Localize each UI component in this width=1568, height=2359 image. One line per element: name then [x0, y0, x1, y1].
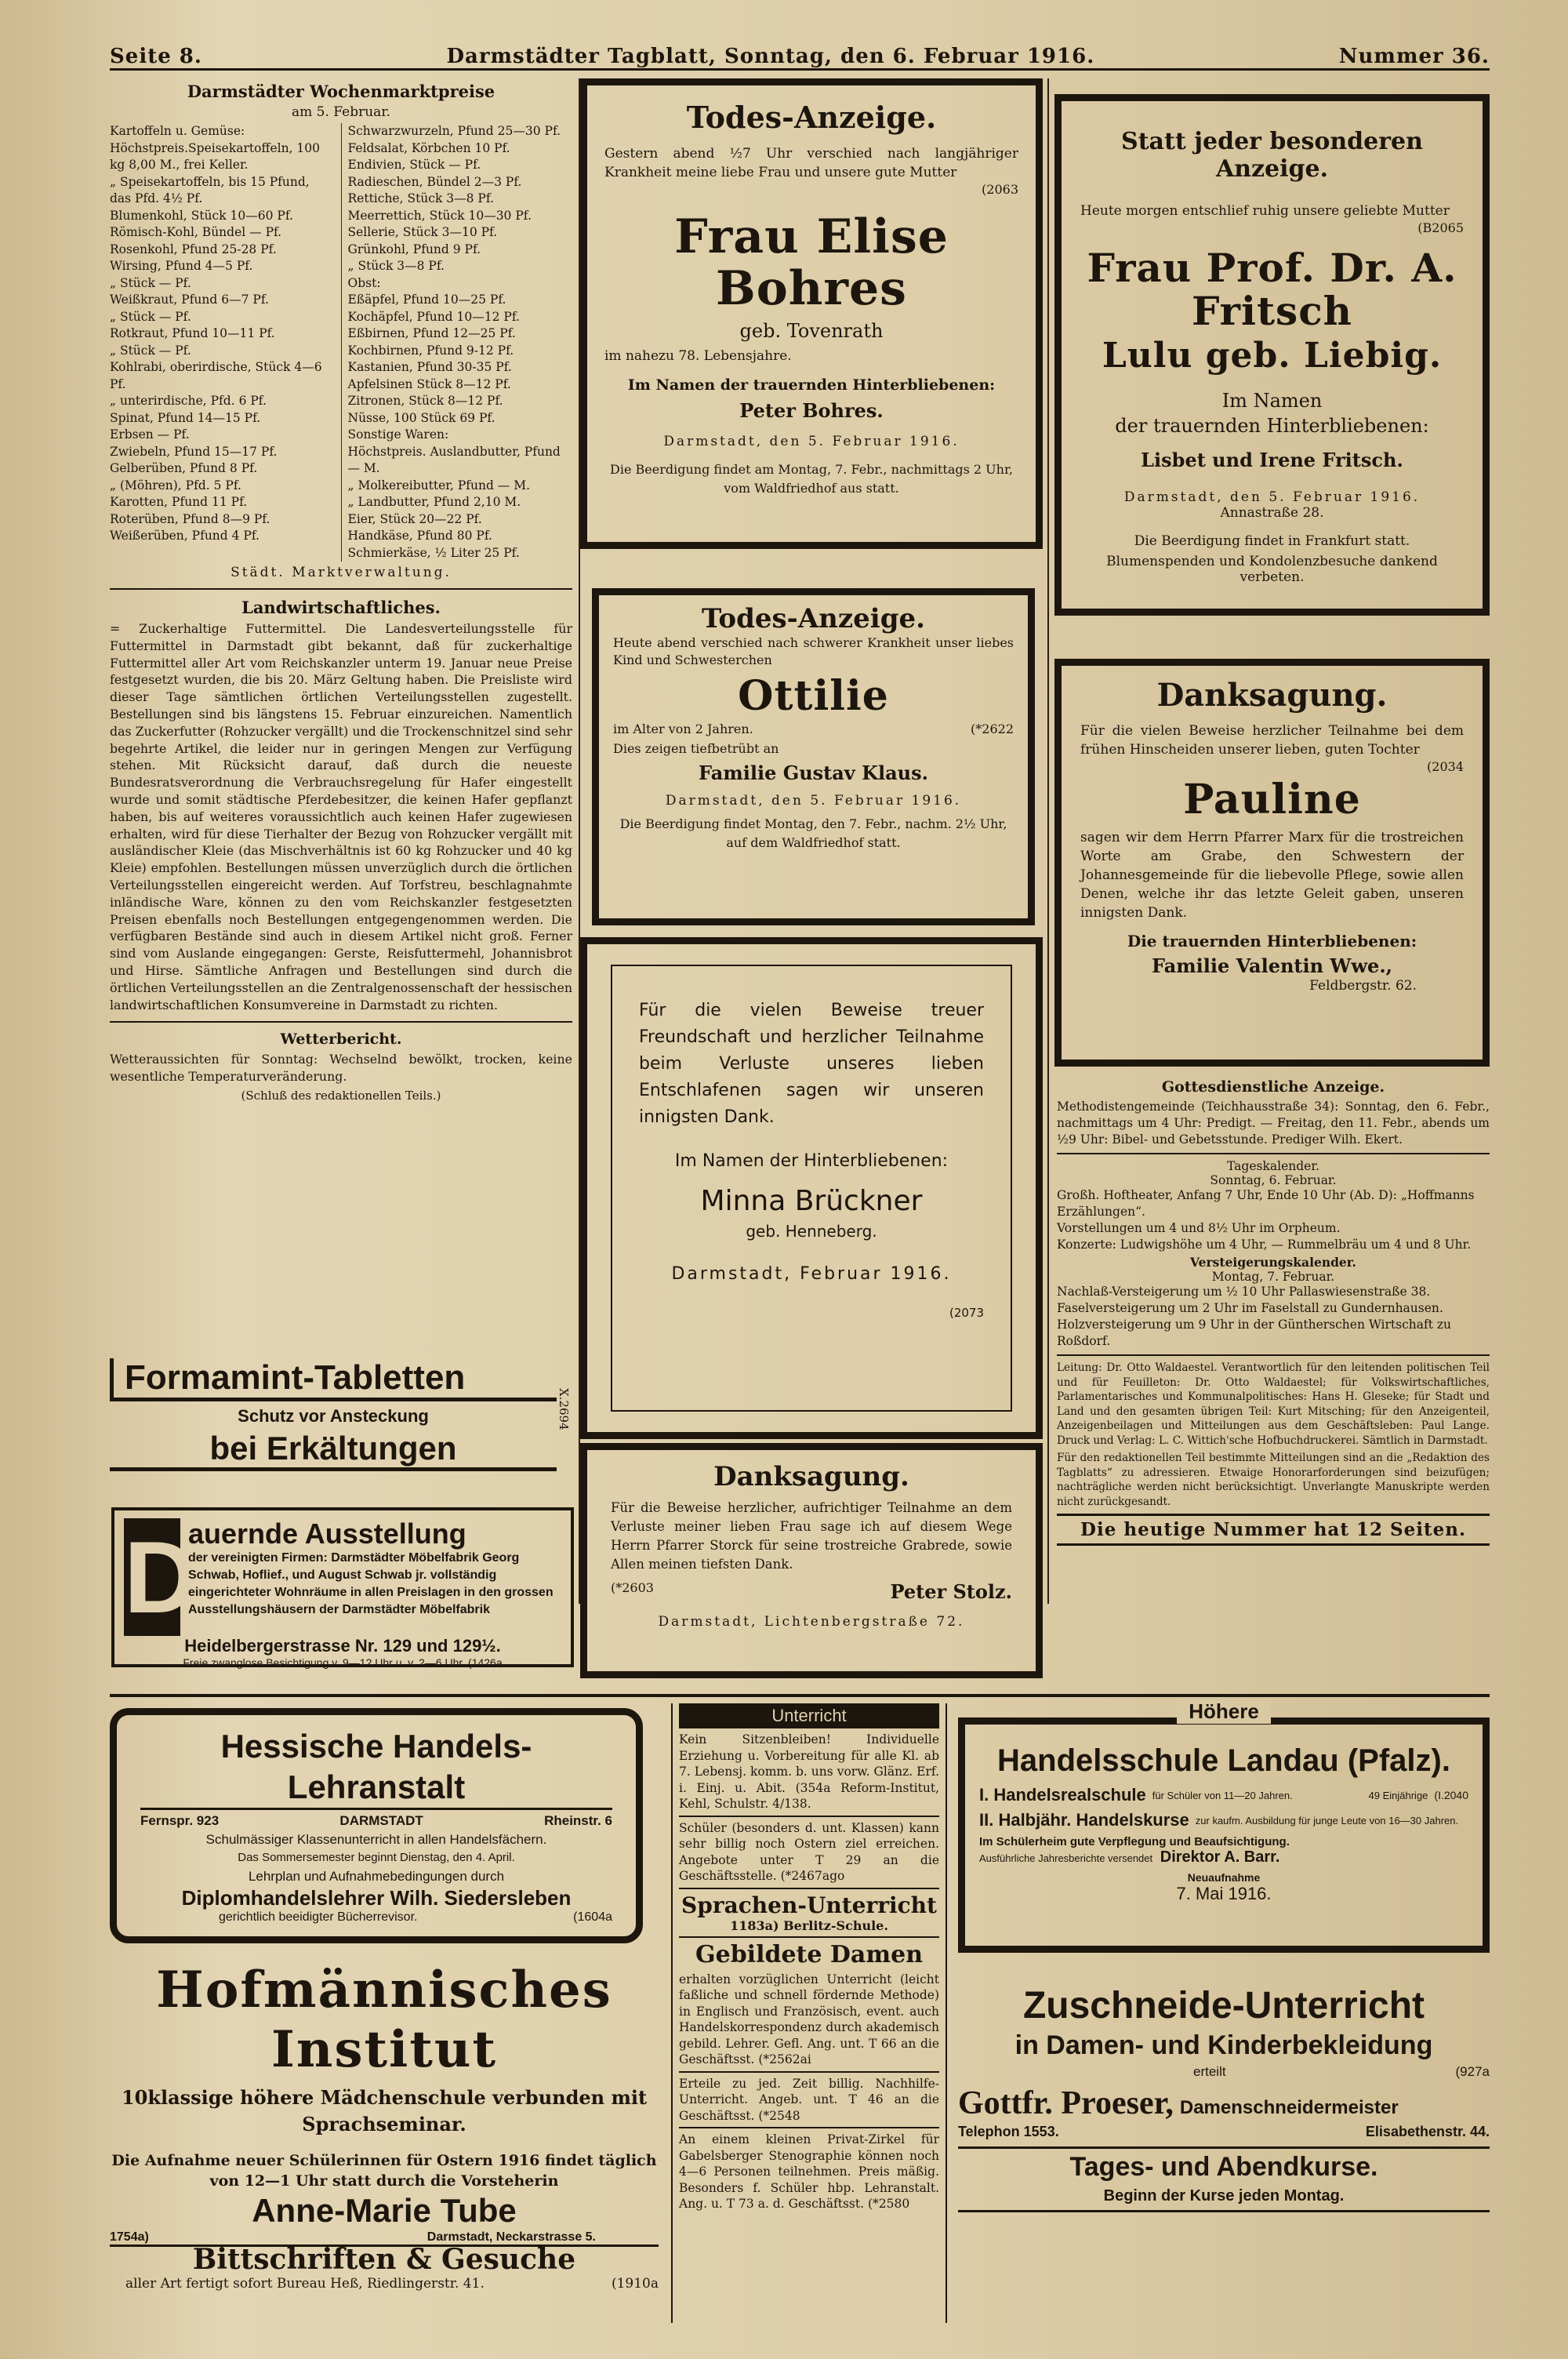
divider — [1057, 1354, 1490, 1356]
divider — [110, 588, 572, 590]
ottilie-name: Ottilie — [738, 672, 889, 720]
stolz-place: Darmstadt, Lichtenbergstraße 72. — [658, 1614, 965, 1630]
list-item: Kochäpfel, Pfund 10—12 Pf. — [347, 309, 520, 324]
list-item: Faselversteigerung um 2 Uhr im Faselstall zu Gundernhausen. — [1057, 1301, 1443, 1315]
divider — [110, 1021, 572, 1023]
kalender-list — [1057, 1187, 1490, 1253]
list-item: Blumenkohl, Stück 10—60 Pf. — [110, 208, 293, 223]
bohres-lead: Gestern abend ½7 Uhr verschied nach langjähriger Krankheit meine liebe Frau und unsere gute Mutter — [604, 146, 1018, 180]
pauline-street: Feldbergstr. 62. — [1309, 978, 1417, 994]
bohres-burial: Die Beerdigung findet am Montag, 7. Febr., nachmittags 2 Uhr, vom Waldfriedhof aus statt. — [610, 462, 1013, 496]
list-item: Wirsing, Pfund 4—5 Pf. — [110, 259, 253, 273]
bohres-mourn: Im Namen der trauernden Hinterbliebenen: — [627, 376, 996, 394]
zuschneide-ad — [958, 1984, 1490, 2314]
bittschriften-ad — [110, 2243, 659, 2306]
list-item: Erbsen — Pf. — [110, 427, 190, 442]
pauline-text: sagen wir dem Herrn Pfarrer Marx für die trostreichen Worte am Grabe, den Schwestern der Johannesgemeinde für die liebevolle Pflege, sowie allen Denen, welche ihr das letzte Geleit gaben, unseren innigsten Dank. — [1080, 830, 1464, 921]
zuschneide-courses: Tages- und Abendkurse. — [958, 2146, 1490, 2183]
ausstellung-address: Heidelbergerstrasse Nr. 129 und 129½. — [184, 1636, 501, 1656]
bittschriften-code: (1910a — [611, 2276, 659, 2292]
list-item: Spinat, Pfund 14—15 Pf. — [110, 410, 261, 425]
hofmann-code: 1754a) — [110, 2230, 149, 2244]
fritsch-notice — [1054, 94, 1490, 616]
ausstellung-initial: D — [124, 1520, 198, 1634]
hessische-l1: Schulmässiger Klassenunterricht in allen Handelsfächern. — [205, 1832, 547, 1847]
list-item: Obst: — [347, 275, 381, 290]
divider — [679, 2071, 939, 2073]
list-item: „ Stück 3—8 Pf. — [347, 259, 445, 273]
formamint-slogan: Schutz vor Ansteckung — [238, 1406, 429, 1426]
bohres-code: (2063 — [982, 182, 1018, 197]
fritsch-place: Darmstadt, den 5. Februar 1916. — [1123, 489, 1421, 505]
stolz-signer: Peter Stolz. — [890, 1580, 1012, 1603]
fritsch-mourn2: der trauernden Hinterbliebenen: — [1115, 414, 1429, 437]
divider — [679, 1888, 939, 1889]
hessische-code: (1604a — [573, 1910, 612, 1924]
gottesdienst-text: Methodistengemeinde (Teichhausstraße 34): Sonntag, den 6. Febr., nachmittags um 4 Uhr: Predigt. — Freitag, den 11. Febr., abends um ½9 Uhr: Bibel- und Gebetsstunde. Prediger Wilh. Ekert. — [1057, 1100, 1490, 1147]
list-item: Apfelsinen Stück 8—12 Pf. — [347, 376, 511, 391]
hofmann-address: Darmstadt, Neckarstrasse 5. — [426, 2230, 596, 2244]
divider — [679, 1816, 939, 1817]
list-item: Gelberüben, Pfund 8 Pf. — [110, 461, 258, 475]
list-item: Endivien, Stück — Pf. — [347, 158, 481, 172]
stolz-notice — [580, 1443, 1043, 1678]
pauline-notice — [1054, 659, 1490, 1067]
left-column — [110, 78, 572, 1103]
list-item: Eßbirnen, Pfund 12—25 Pf. — [347, 326, 516, 340]
hessische-title: Hessische Handels-Lehranstalt — [140, 1726, 612, 1810]
list-item: Handkäse, Pfund 80 Pf. — [347, 529, 492, 543]
bittschriften-text: aller Art fertigt sofort Bureau Heß, Riedlingerstr. 41. — [125, 2276, 485, 2292]
list-item: Schmierkäse, ½ Liter 25 Pf. — [347, 545, 520, 560]
pauline-title: Danksagung. — [1156, 677, 1388, 714]
landau-date: 7. Mai 1916. — [1176, 1884, 1272, 1903]
zuschneide-phone: Telephon 1553. — [958, 2124, 1059, 2139]
list-item: Roterüben, Pfund 8—9 Pf. — [110, 511, 270, 526]
zuschneide-name-row — [958, 2085, 1490, 2122]
list-item: Sellerie, Stück 3—10 Pf. — [347, 225, 498, 239]
brueckner-place: Darmstadt, Februar 1916. — [671, 1264, 952, 1284]
list-item: „ Stück — Pf. — [110, 275, 191, 290]
unterricht-a4: erhalten vorzüglichen Unterricht (leicht faßliche und schnell fördernde Methode) in Englisch und Französisch, event. auch Handelskorrespondenz durch akademisch gebild. Lehrer. Gefl. Ang. unt. T 66 an die Geschäftsst. (*2562ai — [679, 1972, 939, 2066]
pauline-code: (2034 — [1427, 759, 1464, 774]
fritsch-street: Annastraße 28. — [1220, 504, 1324, 521]
pauline-mourn: Die trauernden Hinterbliebenen: — [1127, 932, 1417, 951]
list-item: „ unterirdische, Pfd. 6 Pf. — [110, 394, 267, 408]
editorial-end: (Schluß des redaktionellen Teils.) — [241, 1088, 441, 1103]
hessische-foot — [140, 1910, 612, 1925]
market-title: Darmstädter Wochenmarktpreise — [187, 82, 495, 101]
hessische-city: DARMSTADT — [339, 1813, 423, 1828]
list-item: Radieschen, Bündel 2—3 Pf. — [347, 174, 522, 189]
unterricht-header: Unterricht — [679, 1703, 939, 1728]
versteigerung-title: Versteigerungskalender. — [1190, 1255, 1356, 1270]
list-item: „ (Möhren), Pfd. 5 Pf. — [110, 478, 241, 493]
fritsch-burial: Die Beerdigung findet in Frankfurt statt. — [1134, 533, 1410, 549]
list-item: Rettiche, Stück 3—8 Pf. — [347, 191, 494, 205]
hessische-l2: Das Sommersemester beginnt Dienstag, den 4. April. — [238, 1851, 515, 1864]
ottilie-signer: Familie Gustav Klaus. — [699, 761, 928, 785]
zuschneide-street: Elisabethenstr. 44. — [1365, 2124, 1490, 2139]
list-item: Zwiebeln, Pfund 15—17 Pf. — [110, 444, 278, 459]
list-item: Kastanien, Pfund 30-35 Pf. — [347, 360, 512, 374]
unterricht-a3-title: Sprachen-Unterricht — [681, 1892, 937, 1918]
ausstellung-text: der vereinigten Firmen: Darmstädter Möbelfabrik Georg Schwab, Hoflief., und August Schwab jr. vollständig eingerichteter Wohnräume in allen Preislagen in den grossen Ausstellungshäusern der Darmstädter Möbelfabrik — [188, 1551, 554, 1616]
list-item: Eier, Stück 20—22 Pf. — [347, 511, 482, 526]
hofmann-l1: 10klassige höhere Mädchenschule verbunden mit Sprachseminar. — [121, 2086, 648, 2135]
zuschneide-code: (927a — [1455, 2064, 1490, 2079]
fritsch-name: Frau Prof. Dr. A. Fritsch — [1087, 245, 1457, 334]
unterricht-column — [671, 1703, 947, 2323]
brueckner-notice — [580, 937, 1043, 1439]
list-item: Kartoffeln u. Gemüse: — [110, 124, 245, 138]
brueckner-born: geb. Henneberg. — [746, 1222, 877, 1241]
market-date: am 5. Februar. — [292, 104, 390, 120]
list-item: Konzerte: Ludwigshöhe um 4 Uhr, — Rummelbräu um 4 und 8 Uhr. — [1057, 1238, 1472, 1252]
unterricht-a6: An einem kleinen Privat-Zirkel für Gabelsberger Stenographie können noch 4—6 Personen teilnehmen. Preis mäßig. Besonders f. Schüler hbp. Lehranstalt. Ang. u. T 73 a. d. Geschäftsst. (*2580 — [679, 2132, 939, 2211]
ottilie-lead: Heute abend verschied nach schwerer Krankheit unser liebes Kind und Schwesterchen — [613, 635, 1014, 667]
landau-c1e: (I.2040 — [1434, 1789, 1468, 1801]
versteigerung-list — [1057, 1284, 1490, 1350]
weather-text: Wetteraussichten für Sonntag: Wechselnd bewölkt, trocken, keine wesentliche Temperaturveränderung. — [110, 1052, 572, 1085]
list-item: Großh. Hoftheater, Anfang 7 Uhr, Ende 10 Uhr (Ab. D): „Hoffmanns Erzählungen“. — [1057, 1188, 1475, 1219]
list-item: Schwarzwurzeln, Pfund 25—30 Pf. — [347, 124, 561, 138]
market-prices — [110, 123, 572, 562]
hessische-l4: gerichtlich beeidigter Bücherrevisor. — [219, 1910, 418, 1924]
list-item: Karotten, Pfund 11 Pf. — [110, 495, 248, 509]
impressum-note: Für den redaktionellen Teil bestimmte Mitteilungen sind an die „Redaktion des Tagblatts“ zu adressieren. Etwaige Honorarforderungen sind beizufügen; nachträgliche werden nicht berücksichtigt. Unverlangte Manuskripte werden nicht zurückgesandt. — [1057, 1452, 1490, 1508]
landau-c1: I. Handelsrealschule — [979, 1785, 1146, 1805]
hessische-street: Rheinstr. 6 — [544, 1813, 612, 1828]
divider — [679, 1936, 939, 1938]
pauline-lead: Für die vielen Beweise herzlicher Teilnahme bei dem frühen Hinscheiden unserer lieben, guten Tochter — [1080, 723, 1464, 758]
market-footer: Städt. Marktverwaltung. — [230, 565, 452, 580]
hessische-director: Diplomhandelslehrer Wilh. Siedersleben — [181, 1886, 572, 1910]
stolz-text: Für die Beweise herzlicher, aufrichtiger Teilnahme an dem Verluste meiner lieben Frau sage ich auf diesem Wege Herrn Pfarrer Storck für seine trostreiche Grabrede, sowie Allen meinen tiefsten Dank. — [611, 1500, 1012, 1572]
ottilie-title: Todes-Anzeige. — [702, 603, 925, 634]
landau-title: Handelsschule Landau (Pfalz). — [997, 1743, 1450, 1778]
fritsch-born: Lulu geb. Liebig. — [1102, 336, 1443, 376]
agri-title: Landwirtschaftliches. — [241, 598, 441, 617]
list-item: Vorstellungen um 4 und 8½ Uhr im Orpheum. — [1057, 1221, 1341, 1235]
list-item: Nüsse, 100 Stück 69 Pf. — [347, 410, 495, 425]
list-item: Kochbirnen, Pfund 9-12 Pf. — [347, 343, 514, 358]
landau-c2: II. Halbjähr. Handelskurse — [979, 1810, 1189, 1830]
list-item: Höchstpreis. Auslandbutter, Pfund — M. — [347, 444, 561, 475]
unterricht-a3: 1183a) Berlitz-Schule. — [730, 1917, 888, 1933]
paper-title: Darmstädter Tagblatt, Sonntag, den 6. Februar 1916. — [446, 45, 1095, 68]
fritsch-title: Statt jeder besonderen Anzeige. — [1121, 128, 1423, 183]
landau-tag: Höhere — [1177, 1699, 1271, 1724]
list-item: Kohlrabi, oberirdische, Stück 4—6 Pf. — [110, 360, 322, 391]
list-item: Weißkraut, Pfund 6—7 Pf. — [110, 293, 269, 307]
list-item: Eßäpfel, Pfund 10—25 Pf. — [347, 293, 506, 307]
landau-l2-row — [979, 1848, 1468, 1866]
list-item: „ Landbutter, Pfund 2,10 M. — [347, 495, 521, 509]
zuschneide-start: Beginn der Kurse jeden Montag. — [958, 2187, 1490, 2212]
list-item: „ Molkereibutter, Pfund — M. — [347, 478, 531, 493]
zuschneide-job: Damenschneidermeister — [1179, 2097, 1399, 2118]
page-number: Seite 8. — [110, 45, 202, 68]
versteigerung-date: Montag, 7. Februar. — [1211, 1270, 1335, 1284]
list-item: Meerrettich, Stück 10—30 Pf. — [347, 208, 532, 223]
gottesdienst-title: Gottesdienstliche Anzeige. — [1161, 1078, 1385, 1096]
unterricht-a4-title: Gebildete Damen — [695, 1940, 924, 1968]
landau-course-2 — [979, 1810, 1468, 1830]
stolz-sign-row — [611, 1580, 1012, 1603]
bittschriften-title: Bittschriften & Gesuche — [192, 2243, 576, 2276]
divider — [1057, 1153, 1490, 1154]
landau-c2d: zur kaufm. Ausbildung für junge Leute von 16—30 Jahren. — [1195, 1814, 1459, 1826]
landau-l2: Ausführliche Jahresberichte versendet — [979, 1852, 1153, 1864]
zuschneide-sub: in Damen- und Kinderbekleidung — [1014, 2030, 1433, 2060]
bohres-signer: Peter Bohres. — [739, 399, 884, 423]
issue-number: Nummer 36. — [1338, 45, 1490, 68]
unterricht-a2: Schüler (besonders d. unt. Klassen) kann sehr billig noch Ostern ziel erreichen. Angebote unter T 29 an die Geschäftsstelle. (*2467ago — [679, 1820, 939, 1883]
list-item: „ Stück — Pf. — [110, 343, 191, 358]
bittschriften-foot — [110, 2276, 659, 2292]
page-count: Die heutige Nummer hat 12 Seiten. — [1057, 1514, 1490, 1546]
market-prices-right — [341, 123, 573, 562]
kalender-title: Tageskalender. — [1227, 1159, 1319, 1173]
zuschneide-by: erteilt — [1193, 2064, 1226, 2079]
fritsch-signer: Lisbet und Irene Fritsch. — [1141, 448, 1403, 471]
hessische-ad — [110, 1708, 643, 1943]
hofmann-title: Hofmännisches Institut — [156, 1961, 612, 2079]
landau-ad — [958, 1699, 1490, 1953]
ottilie-age: im Alter von 2 Jahren. — [613, 722, 753, 737]
landau-c1f: 49 Einjährige — [1368, 1789, 1428, 1801]
list-item: Weißerüben, Pfund 4 Pf. — [110, 529, 260, 543]
list-item: Rotkraut, Pfund 10—11 Pf. — [110, 326, 275, 340]
list-item: Zitronen, Stück 8—12 Pf. — [347, 394, 503, 408]
landau-c1d: für Schüler von 11—20 Jahren. — [1152, 1789, 1293, 1801]
list-item: Sonstige Waren: — [347, 427, 449, 442]
landau-course-1 — [979, 1785, 1468, 1805]
brueckner-inner — [611, 965, 1012, 1412]
pauline-name: Pauline — [1183, 776, 1361, 823]
bohres-notice — [580, 78, 1043, 549]
impressum-text: Leitung: Dr. Otto Waldaestel. Verantwortlich für den leitenden politischen Teil und für Feuilleton: Dr. Otto Waldaestel; für Volkswirtschaftliches, Parlamentarisches und Kommunalpolitisches: Hans H. Gleseke; für Stadt und Land und den gesamten übrigen Teil: Kurt Mitsching; für den Anzeigenteil, Anzeigenbeilagen und Mitteilungen aus dem Geschäftsleben: Paul Lange. Druck und Verlag: L. C. Wittich'sche Hofbuchdruckerei. Sämtlich in Darmstadt. — [1057, 1361, 1490, 1447]
formamint-code: X.2694 — [557, 1388, 571, 1430]
list-item: Römisch-Kohl, Bündel — Pf. — [110, 225, 282, 239]
ottilie-place: Darmstadt, den 5. Februar 1916. — [665, 793, 962, 809]
ausstellung-ad — [111, 1507, 574, 1667]
formamint-ad — [110, 1358, 557, 1484]
hofmann-ad — [110, 1961, 659, 2244]
list-item: Nachlaß-Versteigerung um ½ 10 Uhr Pallaswiesenstraße 38. — [1057, 1285, 1431, 1299]
ottilie-code: (*2622 — [971, 722, 1014, 737]
stolz-title: Danksagung. — [713, 1461, 909, 1492]
zuschneide-contact — [958, 2124, 1490, 2140]
fritsch-code: (B2065 — [1417, 220, 1464, 235]
brueckner-text: Für die vielen Beweise treuer Freundschaft und herzlicher Teilnahme beim Verluste unseres lieben Entschlafenen sagen wir unseren innigsten Dank. — [639, 1001, 984, 1127]
landau-start: Neuaufnahme — [1187, 1871, 1261, 1884]
list-item: Feldsalat, Körbchen 10 Pf. — [347, 140, 510, 155]
hessische-phone: Fernspr. 923 — [140, 1813, 220, 1828]
fritsch-lead: Heute morgen entschlief ruhig unsere geliebte Mutter — [1080, 203, 1450, 219]
bohres-age: im nahezu 78. Lebensjahre. — [604, 348, 792, 365]
divider — [679, 2127, 939, 2128]
weather-title: Wetterbericht. — [280, 1030, 402, 1049]
bohres-place: Darmstadt, den 5. Februar 1916. — [663, 434, 960, 450]
formamint-line3: bei Erkältungen — [110, 1430, 557, 1471]
column-separator — [1047, 78, 1049, 1604]
bottom-rule — [110, 1694, 1490, 1697]
hofmann-name: Anne-Marie Tube — [252, 2192, 517, 2229]
zuschneide-name: Gottfr. Proeser, — [958, 2085, 1174, 2121]
hofmann-l2: Die Aufnahme neuer Schülerinnen für Ostern 1916 findet täglich von 12—1 Uhr statt durch die Vorsteherin — [111, 2152, 657, 2190]
kalender-date: Sonntag, 6. Februar. — [1210, 1173, 1337, 1187]
market-prices-left — [110, 123, 335, 562]
list-item: „ Stück — Pf. — [110, 309, 191, 324]
info-block — [1057, 1078, 1490, 1546]
hessische-contact — [140, 1813, 612, 1829]
pauline-signer: Familie Valentin Wwe., — [1151, 954, 1393, 978]
fritsch-mourn1: Im Namen — [1221, 390, 1323, 413]
ausstellung-hours: Freie zwanglose Besichtigung v. 9—12 Uhr u. v. 2—6 Uhr. (1426a — [183, 1656, 503, 1669]
list-item: Rosenkohl, Pfund 25-28 Pf. — [110, 242, 277, 256]
fritsch-flowers: Blumenspenden und Kondolenzbesuche dankend verbeten. — [1106, 553, 1438, 585]
ottilie-age-row — [613, 722, 1014, 736]
zuschneide-by-row — [958, 2064, 1490, 2080]
ottilie-burial: Die Beerdigung findet Montag, den 7. Febr., nachm. 2½ Uhr, auf dem Waldfriedhof statt. — [619, 816, 1007, 851]
unterricht-a5: Erteile zu jed. Zeit billig. Nachhilfe-Unterricht. Angeb. unt. T 46 an die Geschäftsst. (*2548 — [679, 2076, 939, 2123]
landau-director: Direktor A. Barr. — [1160, 1848, 1280, 1866]
bohres-born: geb. Tovenrath — [739, 320, 884, 342]
zuschneide-title: Zuschneide-Unterricht — [1022, 1985, 1425, 2026]
ottilie-notice — [592, 588, 1035, 925]
ottilie-grief: Dies zeigen tiefbetrübt an — [613, 741, 779, 757]
stolz-code: (*2603 — [611, 1580, 654, 1595]
ausstellung-title: auernde Ausstellung — [188, 1518, 466, 1550]
list-item: Höchstpreis.Speisekartoffeln, 100 kg 8,00 M., frei Keller. — [110, 140, 321, 172]
list-item: „ Speisekartoffeln, bis 15 Pfund, das Pfd. 4½ Pf. — [110, 174, 310, 205]
unterricht-a1: Kein Sitzenbleiben! Individuelle Erziehung u. Vorbereitung für alle Kl. ab 7. Lebensj. komm. b. uns vorw. Glänz. Erf. i. Einj. u. Abit. (354a Reform-Institut, Kehl, Schulstr. 4/138. — [679, 1732, 939, 1811]
formamint-name: Formamint-Tabletten — [110, 1358, 557, 1401]
agri-text: = Zuckerhaltige Futtermittel. Die Landesverteilungsstelle für Futtermittel in Darmstadt gibt bekannt, daß für zuckerhaltige Futtermittel aller Art vom Reichskanzler unterm 19. Januar neue Preise festgesetzt wurden, die bis 20. März Geltung haben. Die Preisliste wird dieser Tage sämtlichen örtlichen Verteilungsstellen zugestellt. Bestellungen sind bis längstens 15. Februar einzureichen. Namentlich das Zuckerfutter (Rohzucker vergällt) und die Trockenschnitzel sind sehr begehrte Artikel, die leider nur in geringen Mengen zur Verfügung stehen. Mit Rücksicht darauf, daß durch die neueste Bundesratsverordnung die Verbrauchsregelung für Hafer eingestellt wurde und somit städtische Pferdebesitzer, die keinen Hafer gepflanzt haben, bis auf weiteres voraussichtlich auch keinen Hafer zugewiesen erhalten, wird für diese Tierhalter der Bezug von Rohzucker vergällt mit ausländischer Kleie (das Mischverhältnis ist 60 kg Rohzucker und 40 kg Kleie) empfohlen. Bestellungen müssen unverzüglich durch die örtlichen Verteilungsstellen eingereicht werden. Auf Torfstreu, beschlagnahmte inländische Ware, können zu den vom Reichskanzler festgesetzten Preisen ebenfalls noch Bestellungen entgegengenommen werden. Die verfügbaren Bestände sind auch in diesem Artikel nicht groß. Ferner sind vom Auslande eingegangen: Gerste, Reisfuttermehl, Johannisbrot und Hirse. Sämtliche Anfragen und Bestellungen sind durch die örtlichen Verteilungsstellen an die Zentralgenossenschaft der hessischen landwirtschaftlichen Konsumvereine in Darmstadt zu richten. — [110, 621, 572, 1012]
brueckner-code: (2073 — [949, 1306, 984, 1320]
landau-l1: Im Schülerheim gute Verpflegung und Beaufsichtigung. — [979, 1835, 1290, 1848]
brueckner-name: Minna Brückner — [700, 1185, 923, 1217]
bohres-title: Todes-Anzeige. — [686, 100, 937, 135]
page-header — [110, 39, 1490, 71]
list-item: Grünkohl, Pfund 9 Pf. — [347, 242, 481, 256]
hessische-l3: Lehrplan und Aufnahmebedingungen durch — [248, 1869, 505, 1884]
brueckner-mourn: Im Namen der Hinterbliebenen: — [674, 1151, 949, 1171]
bohres-name: Frau Elise Bohres — [674, 209, 949, 316]
list-item: Holzversteigerung um 9 Uhr in der Güntherschen Wirtschaft zu Roßdorf. — [1057, 1318, 1452, 1348]
